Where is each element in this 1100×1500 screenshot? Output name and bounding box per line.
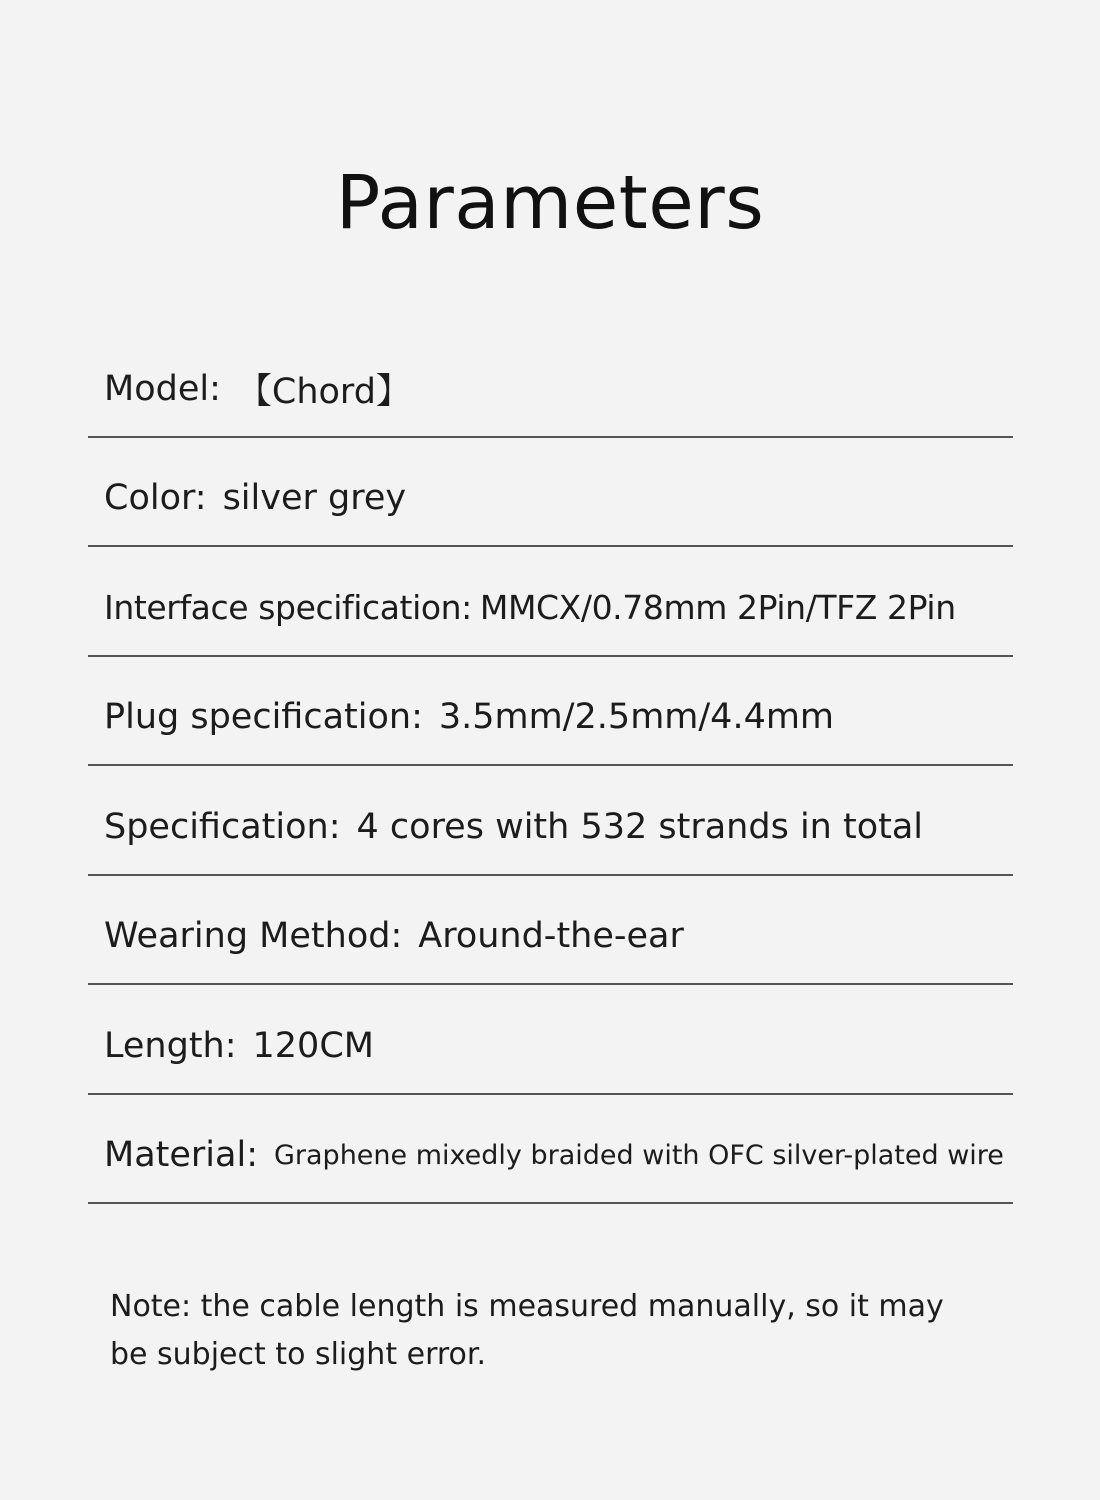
spec-label: Color: [104,478,207,519]
note-line: be subject to slight error. [110,1337,487,1372]
spec-label: Length: [104,1025,237,1066]
spec-value: silver grey [222,478,407,519]
spec-row-interface [88,547,1013,657]
spec-label: Interface specification: [104,588,472,628]
spec-value: Around-the-ear [418,916,684,957]
note-text [110,1283,990,1379]
spec-row-plug [88,657,1013,767]
spec-list [88,328,1013,1204]
spec-value: Graphene mixedly braided with OFC silver-plated wire [273,1139,1004,1171]
spec-row-color [88,438,1013,548]
spec-label: Specification: [104,806,341,847]
spec-row-wearing-method [88,876,1013,986]
note-line: Note: the cable length is measured manually, so it may [110,1289,944,1324]
spec-row-length [88,985,1013,1095]
spec-label: Wearing Method: [104,916,403,957]
spec-value: 4 cores with 532 strands in total [356,806,924,847]
spec-value: MMCX/0.78mm 2Pin/TFZ 2Pin [479,588,956,628]
spec-row-model [88,328,1013,438]
page-title: Parameters [335,160,765,246]
spec-row-material [88,1095,1013,1205]
spec-label: Model: [104,368,221,409]
spec-row-specification [88,766,1013,876]
spec-label: Plug specification: [104,697,423,738]
spec-value: 120CM [252,1025,374,1066]
spec-label: Material: [104,1135,258,1176]
spec-value: 【Chord】 [236,371,411,412]
spec-value: 3.5mm/2.5mm/4.4mm [438,697,835,738]
